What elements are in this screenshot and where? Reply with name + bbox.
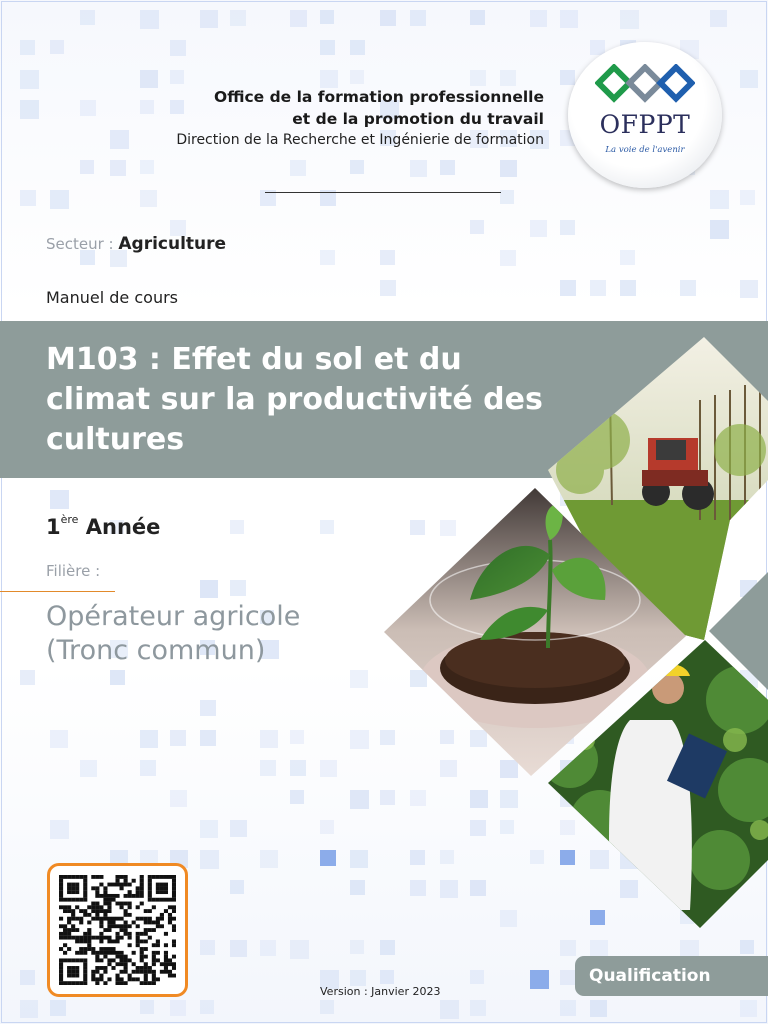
background-square xyxy=(590,1000,607,1017)
background-square xyxy=(20,100,39,119)
background-square xyxy=(440,160,455,175)
year-label xyxy=(46,515,160,539)
background-square xyxy=(350,160,364,174)
background-square xyxy=(260,730,278,748)
background-square xyxy=(200,580,218,598)
qr-code[interactable] xyxy=(47,863,188,997)
filiere-value xyxy=(46,600,300,668)
secteur xyxy=(46,234,226,254)
background-square xyxy=(110,160,126,176)
qr-code-icon xyxy=(59,875,176,985)
background-square xyxy=(20,1000,38,1018)
background-square xyxy=(170,70,184,84)
filiere-line2: (Tronc commun) xyxy=(46,635,266,666)
background-square xyxy=(50,820,69,839)
background-square xyxy=(380,970,394,984)
background-square xyxy=(20,40,35,55)
background-square xyxy=(530,220,547,237)
background-square xyxy=(500,160,517,177)
background-square xyxy=(530,10,547,27)
background-square xyxy=(530,970,549,989)
background-square xyxy=(50,1000,66,1016)
module-title: M103 : Effet du sol et du climat sur la productivité des cultures xyxy=(46,342,543,457)
photo-collage xyxy=(380,330,768,930)
background-square xyxy=(350,670,368,688)
background-square xyxy=(380,250,395,265)
filiere-label: Filière : xyxy=(46,562,101,580)
background-square xyxy=(560,280,576,296)
background-square xyxy=(140,10,159,29)
org-name-line1: Office de la formation professionnelle xyxy=(214,88,544,106)
background-square xyxy=(50,730,68,748)
background-square xyxy=(170,40,186,56)
background-square xyxy=(260,850,278,868)
background-square xyxy=(320,250,335,265)
background-square xyxy=(200,940,215,955)
filiere-line1: Opérateur agricole xyxy=(46,601,301,632)
background-square xyxy=(380,280,396,296)
background-square xyxy=(350,40,365,55)
background-square xyxy=(200,700,216,716)
background-square xyxy=(740,1000,757,1017)
background-square xyxy=(20,190,36,206)
background-square xyxy=(740,940,754,954)
background-square xyxy=(290,730,304,744)
background-square xyxy=(620,280,636,296)
background-square xyxy=(350,790,369,809)
header-separator xyxy=(265,192,501,193)
background-square xyxy=(320,1000,334,1014)
background-square xyxy=(500,70,516,86)
background-square xyxy=(230,10,246,26)
background-square xyxy=(110,670,125,685)
background-square xyxy=(230,880,244,894)
background-square xyxy=(290,760,306,776)
background-square xyxy=(260,940,276,956)
background-square xyxy=(350,850,368,868)
logo-brand: OFPPT xyxy=(599,110,691,139)
background-square xyxy=(200,850,219,869)
version-label: Version : Janvier 2023 xyxy=(320,985,441,998)
background-square xyxy=(140,1000,154,1014)
logo-tagline: La voie de l'avenir xyxy=(605,145,685,155)
background-square xyxy=(470,220,484,234)
background-square xyxy=(710,190,729,209)
background-square xyxy=(80,760,97,777)
background-square xyxy=(200,1000,214,1014)
background-square xyxy=(560,10,578,28)
background-square xyxy=(140,160,154,174)
background-square xyxy=(470,970,484,984)
secteur-value: Agriculture xyxy=(118,234,227,254)
filiere-underline xyxy=(0,591,115,592)
secteur-label: Secteur : xyxy=(46,235,114,253)
background-square xyxy=(470,10,485,25)
background-square xyxy=(560,220,575,235)
background-square xyxy=(50,190,69,209)
background-square xyxy=(350,880,365,895)
background-square xyxy=(290,160,306,176)
background-square xyxy=(350,940,364,954)
background-square xyxy=(140,730,158,748)
background-square xyxy=(320,10,334,24)
background-square xyxy=(140,190,157,207)
year-superscript: ère xyxy=(60,513,79,526)
background-square xyxy=(380,10,396,26)
background-square xyxy=(170,790,187,807)
background-square xyxy=(350,70,364,84)
background-square xyxy=(290,790,304,804)
logo-mark-icon xyxy=(595,64,695,108)
background-square xyxy=(170,1000,186,1016)
background-square xyxy=(710,10,727,27)
background-square xyxy=(320,820,334,834)
background-square xyxy=(470,1000,486,1016)
background-square xyxy=(470,70,486,86)
background-square xyxy=(380,940,395,955)
background-square xyxy=(80,10,95,25)
background-square xyxy=(140,70,158,88)
background-square xyxy=(260,760,276,776)
background-square xyxy=(740,280,758,298)
background-square xyxy=(170,730,186,746)
background-square xyxy=(350,730,369,749)
background-square xyxy=(20,970,35,985)
background-square xyxy=(560,70,575,85)
background-square xyxy=(230,520,244,534)
background-square xyxy=(290,10,307,27)
background-square xyxy=(590,280,606,296)
background-square xyxy=(560,970,575,985)
background-square xyxy=(440,1000,459,1019)
background-square xyxy=(290,940,309,959)
background-square xyxy=(710,220,729,239)
background-square xyxy=(350,970,366,986)
org-name-line2: et de la promotion du travail xyxy=(292,110,544,128)
qualification-badge: Qualification xyxy=(575,956,768,996)
background-square xyxy=(320,40,335,55)
background-square xyxy=(230,820,247,837)
background-square xyxy=(20,70,39,89)
background-square xyxy=(140,100,154,114)
background-square xyxy=(230,580,246,596)
background-square xyxy=(500,190,514,204)
background-square xyxy=(320,850,336,866)
org-direction: Direction de la Recherche et Ingénierie de formation xyxy=(176,132,544,148)
background-square xyxy=(620,10,639,29)
background-square xyxy=(50,490,69,509)
ofppt-logo xyxy=(568,42,722,188)
background-square xyxy=(80,160,94,174)
background-square xyxy=(680,280,696,296)
background-square xyxy=(140,760,156,776)
background-square xyxy=(200,820,218,838)
year-number: 1 xyxy=(46,515,61,539)
background-square xyxy=(560,1000,576,1016)
background-square xyxy=(200,730,216,746)
background-square xyxy=(110,130,129,149)
background-square xyxy=(740,190,755,205)
background-square xyxy=(50,40,64,54)
background-square xyxy=(410,10,426,26)
background-square xyxy=(80,100,96,116)
document-type: Manuel de cours xyxy=(46,288,178,307)
background-square xyxy=(20,670,35,685)
background-square xyxy=(230,940,247,957)
background-square xyxy=(740,70,758,88)
background-square xyxy=(320,760,337,777)
background-square xyxy=(200,10,218,28)
background-square xyxy=(500,250,516,266)
background-square xyxy=(560,940,576,956)
year-word: Année xyxy=(85,515,161,539)
background-square xyxy=(410,160,427,177)
organization-block xyxy=(176,86,544,150)
background-square xyxy=(620,250,635,265)
background-square xyxy=(320,520,334,534)
